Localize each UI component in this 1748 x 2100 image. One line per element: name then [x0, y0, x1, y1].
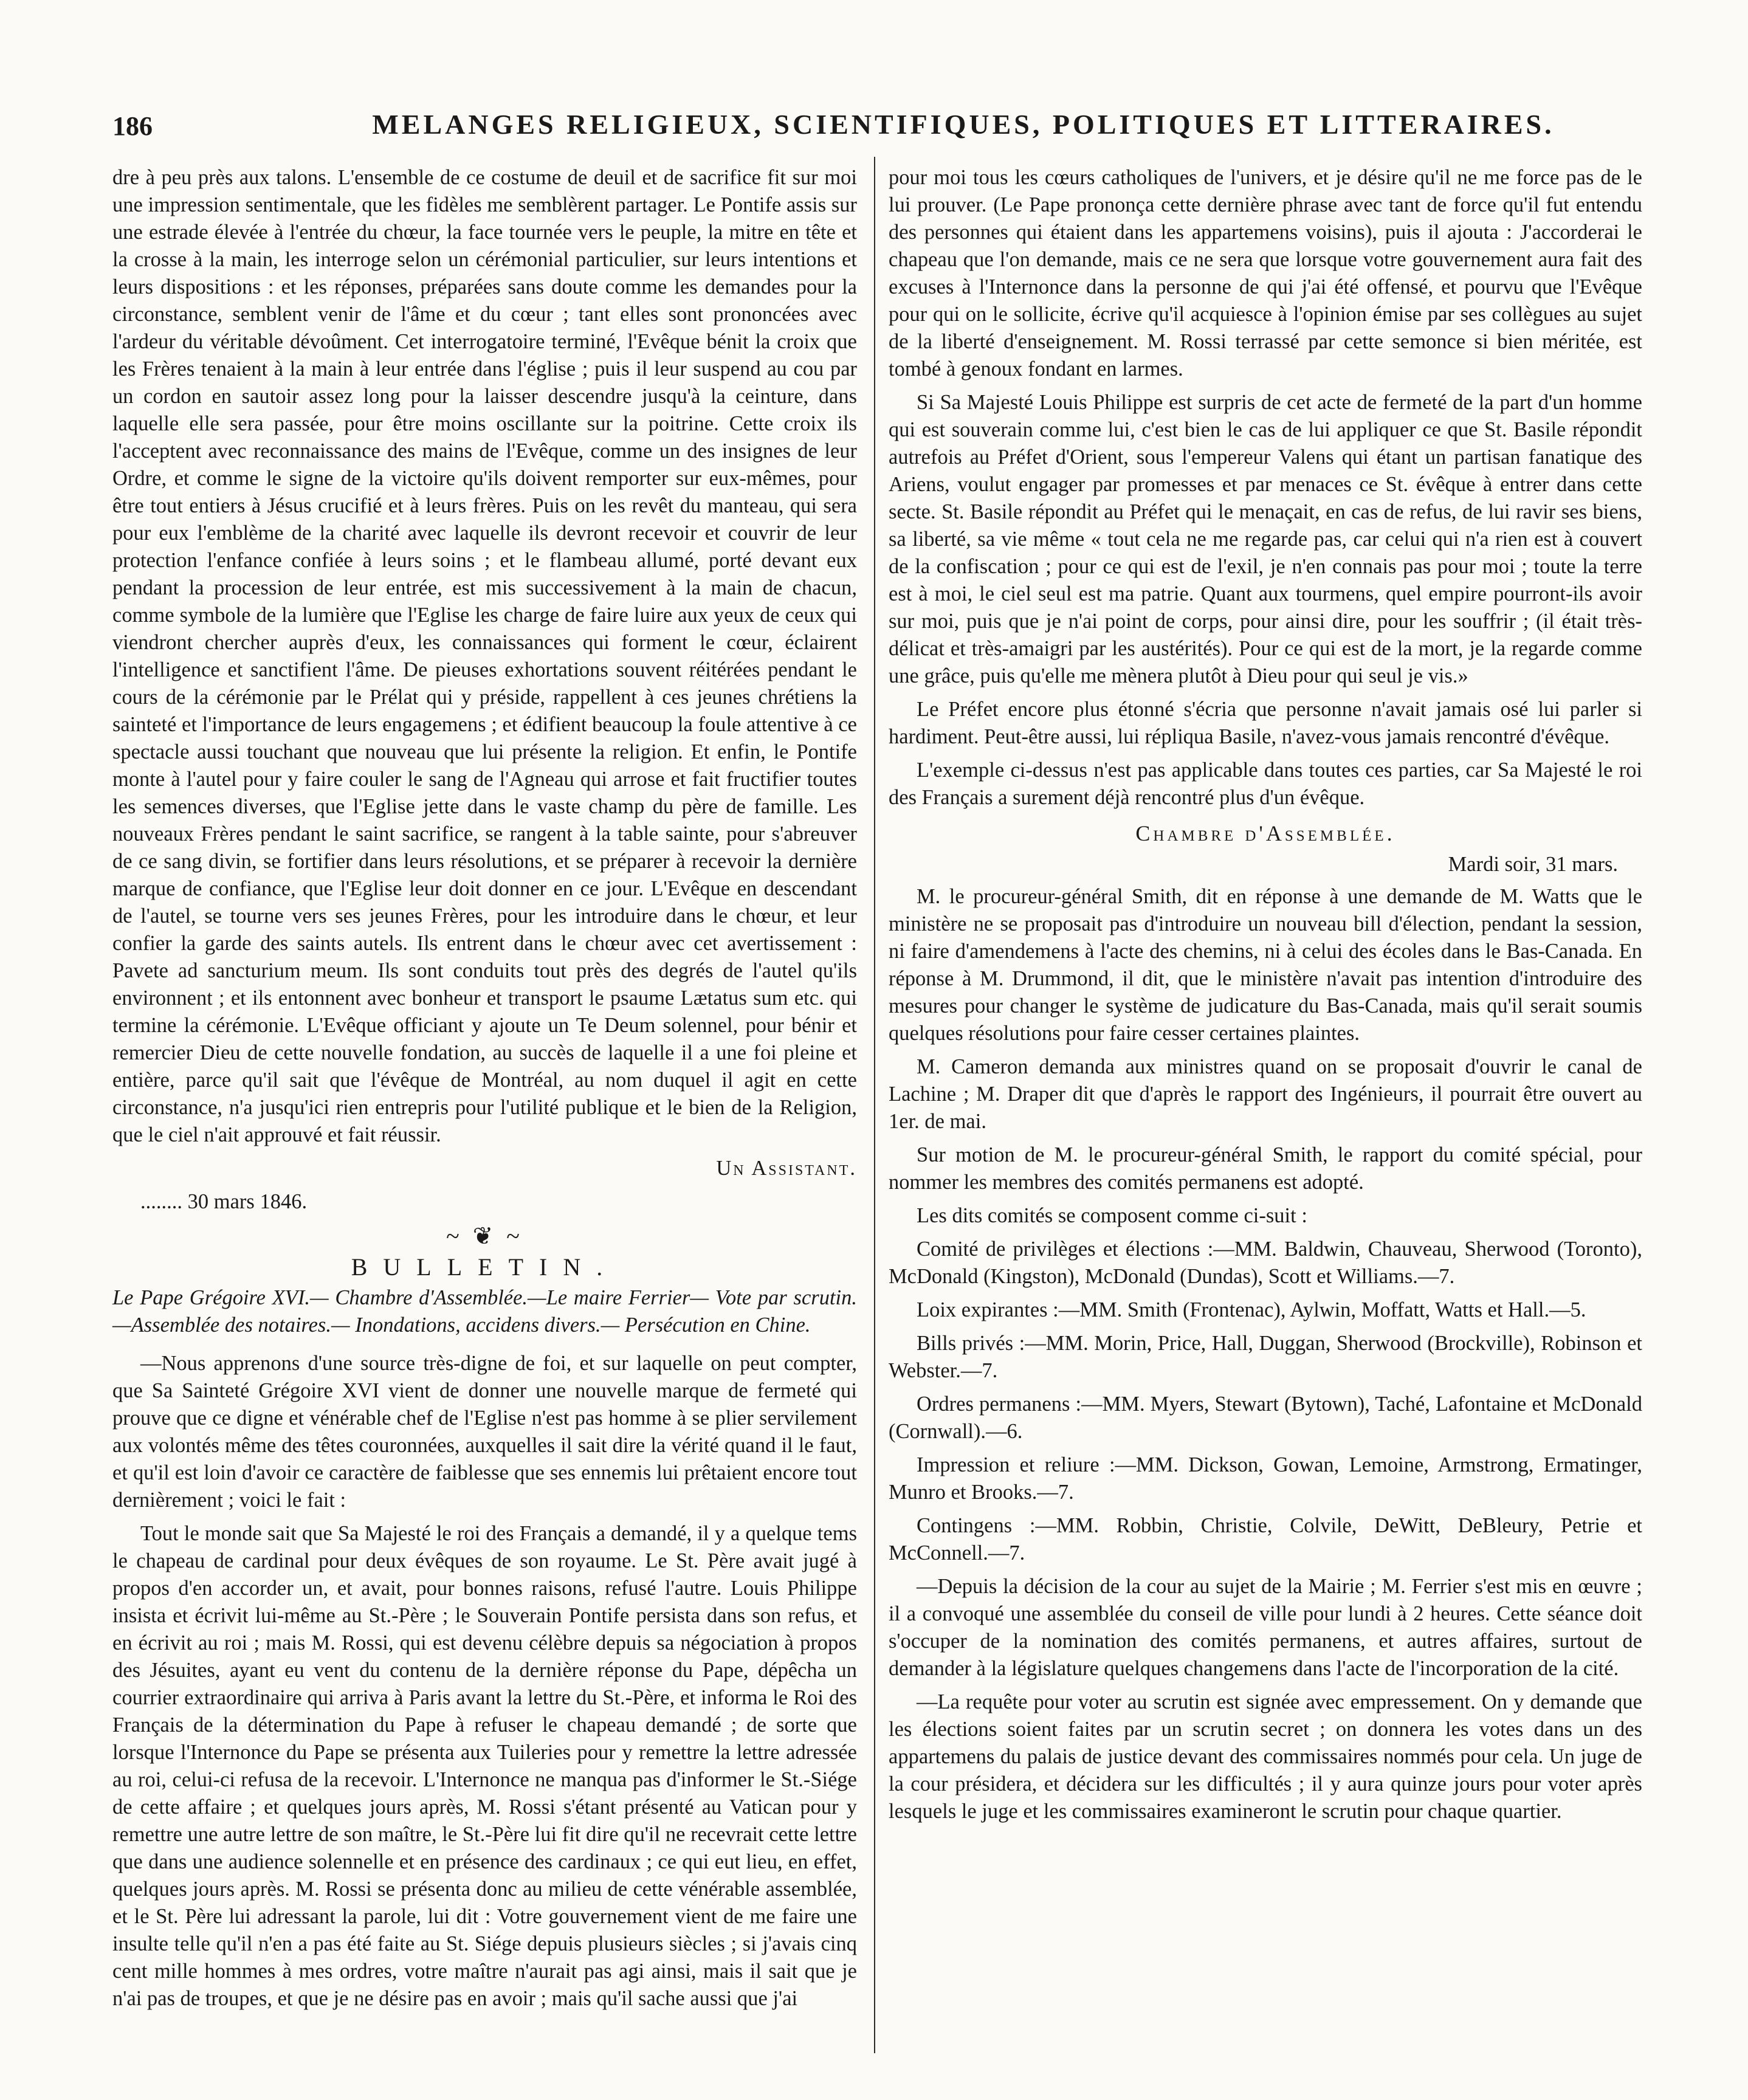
bulletin-title: BULLETIN. — [351, 1253, 619, 1281]
committee-item: Ordres permanens :—MM. Myers, Stewart (Bytown), Taché, Lafontaine et McDonald (Cornwall).—6. — [889, 1393, 1642, 1443]
article-paragraph: L'exemple ci-dessus n'est pas applicable dans toutes ces parties, car Sa Majesté le roi des Français a surement déjà rencontré plus d'un évêque. — [889, 759, 1642, 809]
ornament-divider: ~ ❦ ~ — [446, 1222, 523, 1250]
column-divider — [874, 157, 875, 2053]
committee-item: Comité de privilèges et élections :—MM. Baldwin, Chauveau, Sherwood (Toronto), McDonald (Kingston), McDonald (Dundas), Scott et Williams.—7. — [889, 1238, 1642, 1288]
article-paragraph: dre à peu près aux talons. L'ensemble de ce costume de deuil et de sacrifice fit sur moi une impression sentimentale, que les fidèles me semblèrent partager. Le Pontife assis sur une estrade élevée à l'entrée du chœur, la face tournée vers le peuple, la mitre en tête et la crosse à la main, les interroge selon un cérémonial particulier, sur leurs intentions et leurs dispositions : et les réponses, préparées sans doute comme les demandes pour la circonstance, semblent venir de l'âme et du cœur ; tant elles sont prononcées avec l'ardeur du véritable dévoûment. Cet interrogatoire terminé, l'Evêque bénit la croix que les Frères tenaient à la main à leur entrée dans l'église ; puis il leur suspend au cou par un cordon en sautoir assez long pour la laisser descendre jusqu'à la ceinture, dans laquelle elle sera passée, pour être moins oscillante sur la poitrine. Cette croix ils l'acceptent avec reconnaissance des mains de l'Evêque, comme un des insignes de leur Ordre, et comme le signe de la victoire qu'ils doivent remporter sur eux-mêmes, pour être tout entiers à Jésus crucifié et à leurs frères. Puis on les revêt du manteau, qui sera pour eux l'emblème de la charité avec laquelle ils devront recevoir et couvrir de leur protection l'enfance confiée à leurs soins ; et le flambeau allumé, porté devant eux pendant la procession de leur entrée, est mis successivement à la main de chacun, comme symbole de la lumière que l'Eglise les charge de faire luire aux yeux de ceux qui viendront chercher auprès d'eux, les connaissances qui forment le cœur, éclairent l'intelligence et sanctifient l'âme. De pieuses exhortations souvent réitérées pendant le cours de la cérémonie par le Prélat qui y préside, rappellent à ces jeunes chrétiens la sainteté et l'importance de leurs engagemens ; et édifient beaucoup la foule attentive à ce spectacle aussi touchant que nouveau que lui présente la religion. Et enfin, le Pontife monte à l'autel pour y faire couler le sang de l'Agneau qui arrose et fait fructifier toutes les semences diverses, que l'Eglise jette dans le vaste champ du père de famille. Les nouveaux Frères pendant le saint sacrifice, se rangent à la table sainte, pour s'abreuver de ce sang divin, se fortifier dans leurs résolutions, et se préparer à recevoir la dernière marque de confiance, que l'Eglise leur doit donner en ce jour. L'Evêque en descendant de l'autel, se tourne vers ses jeunes Frères, pour les introduire dans le chœur, et leur confier la garde des saints autels. Ils entrent dans le chœur avec cet avertissement : Pavete ad sancturium meum. Ils sont conduits tout près des degrés de l'autel qu'ils environnent ; et ils entonnent avec bonheur et transport le psaume Lætatus sum etc. qui termine la cérémonie. L'Evêque officiant y ajoute un Te Deum solennel, pour bénir et remercier Dieu de cette nouvelle fondation, au succès de laquelle il a une foi pleine et entière, parce qu'il sait que l'évêque de Montréal, au nom duquel il agit en cette circonstance, n'a jusqu'ici rien entrepris pour l'utilité publique et le bien de la Religion, que le ciel n'ait approuvé et fait réussir. — [112, 166, 857, 1146]
article-paragraph: —La requête pour voter au scrutin est signée avec empressement. On y demande que les élections soient faites par un scrutin secret ; on donnera les votes dans un des appartemens du palais de justice devant des commissaires nommés pour cela. Un juge de la cour présidera, et décidera sur les difficultés ; il y aura quinze jours pour voter après lesquels le juge et les commissaires examineront le scrutin pour chaque quartier. — [889, 1690, 1642, 1823]
article-paragraph: Le Préfet encore plus étonné s'écria que personne n'avait jamais osé lui parler si hardiment. Peut-être aussi, lui répliqua Basile, n'avez-vous jamais rencontré d'évêque. — [889, 698, 1642, 748]
committee-item: Impression et reliure :—MM. Dickson, Gowan, Lemoine, Armstrong, Ermatinger, Munro et Brooks.—7. — [889, 1453, 1642, 1504]
article-paragraph: Tout le monde sait que Sa Majesté le roi des Français a demandé, il y a quelque tems le chapeau de cardinal pour deux évêques de son royaume. Le St. Père avait jugé à propos d'en accorder un, et avait, pour bonnes raisons, refusé l'autre. Louis Philippe insista et écrivit lui-même au St.-Père ; le Souverain Pontife persista dans son refus, et en écrivit au roi ; mais M. Rossi, qui est devenu célèbre depuis sa négociation à propos des Jésuites, ayant eu vent du contenu de la dernière réponse du Pape, dépêcha un courrier extraordinaire qui arriva à Paris avant la lettre du St.-Père, et informa le Roi des Français de la détermination du Pape à refuser le chapeau demandé ; de sorte que lorsque l'Internonce du Pape se présenta aux Tuileries pour y remettre la lettre adressée au roi, celui-ci refusa de la recevoir. L'Internonce ne manqua pas d'informer le St.-Siége de cette affaire ; et quelques jours après, M. Rossi s'étant présenté au Vatican pour y remettre une autre lettre de son maître, le St.-Père lui fit dire qu'il ne recevrait cette lettre que dans une audience solennelle et en présence des cardinaux ; ce qui eut lieu, en effet, quelques jours après. M. Rossi se présenta donc au milieu de cette vénérable assemblée, et le St. Père lui adressant la parole, lui dit : Votre gouvernement vient de me faire une insulte telle qu'il n'en a pas été faite au St. Siége depuis plusieurs siècles ; si j'avais cinq cent mille hommes à mes ordres, votre maître n'aurait pas agi ainsi, mais il sait que je n'ai pas de troupes, et que je ne désire pas en avoir ; mais qu'il sache aussi que j'ai — [112, 1522, 857, 2010]
article-paragraph: Les dits comités se composent comme ci-suit : — [917, 1204, 1307, 1227]
section-heading: Chambre d'Assemblée. — [1135, 821, 1395, 845]
article-paragraph: M. Cameron demanda aux ministres quand on se proposait d'ouvrir le canal de Lachine ; M. Draper dit que d'après le rapport des Ingénieurs, il pourrait être ouvert au 1er. de mai. — [889, 1055, 1642, 1133]
page-number: 186 — [112, 111, 153, 141]
right-column — [889, 164, 1642, 1831]
article-paragraph: pour moi tous les cœurs catholiques de l'univers, et je désire qu'il ne me force pas de le lui prouver. (Le Pape prononça cette dernière phrase avec tant de force qu'il fut entendu des personnes qui étaient dans les appartemens voisins), puis il ajouta : J'accorderai le chapeau que l'on demande, mais ce ne sera que lorsque votre gouvernement aura fait des excuses à l'Internonce dans la personne de qui j'ai été offensé, et pourvu que l'Evêque pour qui on le sollicite, écrive qu'il acquiesce à l'opinion émise par ses collègues au sujet de la liberté d'enseignement. M. Rossi terrassé par cette semonce si bien méritée, est tombé à genoux fondant en larmes. — [889, 166, 1642, 380]
page-header — [112, 102, 1644, 153]
committee-item: Contingens :—MM. Robbin, Christie, Colvile, DeWitt, DeBleury, Petrie et McConnell.—7. — [889, 1514, 1642, 1565]
article-paragraph: Si Sa Majesté Louis Philippe est surpris de cet acte de fermeté de la part d'un homme qui est souverain comme lui, c'est bien le cas de lui appliquer ce que St. Basile répondit autrefois au Préfet d'Orient, sous l'empereur Valens qui étant un partisan fanatique des Ariens, voulut engager par promesses et par menaces ce St. évêque à entrer dans cette secte. St. Basile répondit au Préfet qui le menaçait, en cas de refus, de lui ravir ses biens, sa liberté, sa vie même « tout cela ne me regarde pas, car celui qui n'a rien est à couvert de la confiscation ; pour ce qui est de l'exil, je n'en connais pas pour moi ; toute la terre est à moi, le ciel seul est ma patrie. Quant aux tourmens, quel empire pourront-ils avoir sur moi, puis que je n'ai point de corps, pour ainsi dire, pour les souffrir ; (il était très-délicat et très-amaigri par les austérités). Pour ce qui est de la mort, je la regarde comme une grâce, puis qu'elle me mènera plutôt à Dieu pour qui seul je vis.» — [889, 391, 1642, 687]
committee-item: Loix expirantes :—MM. Smith (Frontenac), Aylwin, Moffatt, Watts et Hall.—5. — [917, 1298, 1586, 1321]
section-date: Mardi soir, 31 mars. — [1448, 853, 1618, 876]
article-dateline: ........ 30 mars 1846. — [140, 1190, 308, 1213]
article-paragraph: M. le procureur-général Smith, dit en réponse à une demande de M. Watts que le ministère ne se proposait pas d'introduire un nouveau bill d'élection, pendant la session, ni faire d'amendemens à l'acte des chemins, ni à celui des écoles dans le Bas-Canada. En réponse à M. Drummond, il dit, que le ministère n'avait pas intention d'introduire des mesures pour changer le système de judicature du Bas-Canada, mais qu'il serait soumis quelques résolutions pour faire cesser certaines plaintes. — [889, 885, 1642, 1045]
article-paragraph: —Nous apprenons d'une source très-digne de foi, et sur laquelle on peut compter, que Sa Sainteté Grégoire XVI vient de donner une nouvelle marque de fermeté qui prouve que ce digne et vénérable chef de l'Eglise n'est pas homme à se plier servilement aux volontés même des têtes couronnées, auxquelles il sait dire la vérité quand il le faut, et qu'il est loin d'avoir ce caractère de faiblesse que ses ennemis lui prêtaient encore tout dernièrement ; voici le fait : — [112, 1352, 857, 1512]
committee-item: Bills privés :—MM. Morin, Price, Hall, Duggan, Sherwood (Brockville), Robinson et Webster.—7. — [889, 1332, 1642, 1382]
bulletin-summary: Le Pape Grégoire XVI.— Chambre d'Assemblée.—Le maire Ferrier— Vote par scrutin.—Assemblée des notaires.— Inondations, accidens divers.— Persécution en Chine. — [112, 1286, 857, 1337]
article-paragraph: —Depuis la décision de la cour au sujet de la Mairie ; M. Ferrier s'est mis en œuvre ; il a convoqué une assemblée du conseil de ville pour lundi à 2 heures. Cette séance doit s'occuper de la nomination des comités permanens, et autres affaires, surtout de demander à la législature quelques changemens dans l'acte de l'incorporation de la cité. — [889, 1575, 1642, 1680]
article-paragraph: Sur motion de M. le procureur-général Smith, le rapport du comité spécial, pour nommer les membres des comités permanens est adopté. — [889, 1143, 1642, 1194]
left-column — [112, 164, 857, 2019]
running-title: MELANGES RELIGIEUX, SCIENTIFIQUES, POLITIQUES ET LITTERAIRES. — [372, 109, 1555, 140]
article-signature: Un Assistant. — [716, 1157, 857, 1180]
